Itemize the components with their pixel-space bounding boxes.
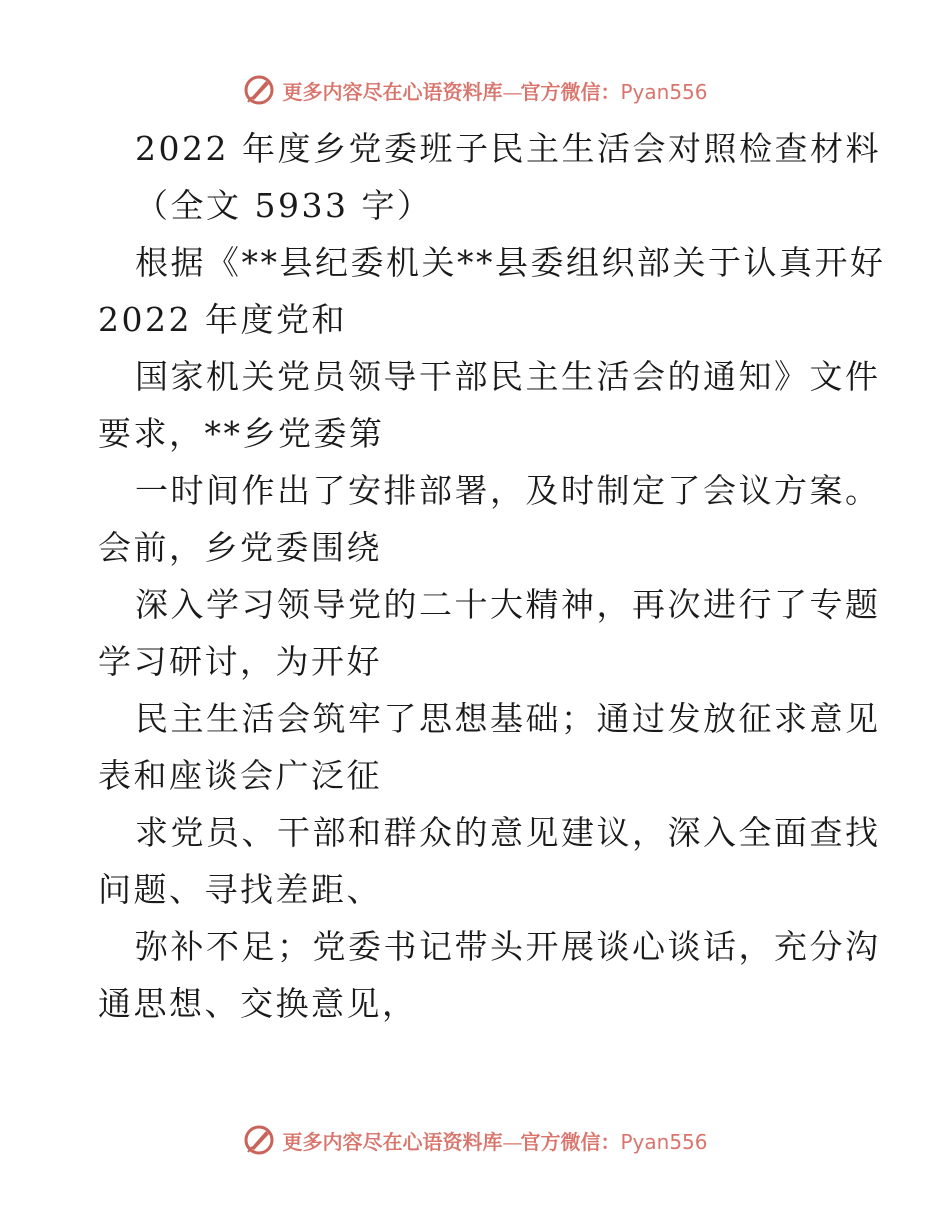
document-title: 2022 年度乡党委班子民主生活会对照检查材料 [135, 129, 881, 168]
quill-logo-icon [242, 73, 276, 107]
document-body [98, 120, 886, 1032]
watermark-text: 更多内容尽在心语资料库—官方微信：Pyan556 [282, 1129, 708, 1154]
text-line: 民主生活会筑牢了思想基础；通过发放征求意见 [135, 699, 881, 738]
quill-logo-icon [242, 1123, 276, 1157]
watermark-footer [0, 1120, 950, 1160]
text-line: 学习研讨，为开好 [98, 642, 382, 681]
text-line: 根据《**县纪委机关**县委组织部关于认真开好 [135, 243, 886, 282]
text-line: 通思想、交换意见， [98, 984, 418, 1023]
text-line: 弥补不足；党委书记带头开展谈心谈话，充分沟 [135, 927, 881, 966]
text-line: 会前，乡党委围绕 [98, 528, 382, 567]
text-line: 要求，**乡党委第 [98, 414, 385, 453]
text-line: 问题、寻找差距、 [98, 870, 382, 909]
text-line: 国家机关党员领导干部民主生活会的通知》文件 [135, 357, 881, 396]
text-line: 表和座谈会广泛征 [98, 756, 382, 795]
watermark-header [0, 70, 950, 110]
text-line: 求党员、干部和群众的意见建议，深入全面查找 [135, 813, 881, 852]
text-line: 2022 年度党和 [98, 300, 347, 339]
text-line: （全文 5933 字） [135, 186, 433, 225]
text-line: 深入学习领导党的二十大精神，再次进行了专题 [135, 585, 881, 624]
watermark-text: 更多内容尽在心语资料库—官方微信：Pyan556 [282, 79, 708, 104]
text-line: 一时间作出了安排部署，及时制定了会议方案。 [135, 471, 881, 510]
